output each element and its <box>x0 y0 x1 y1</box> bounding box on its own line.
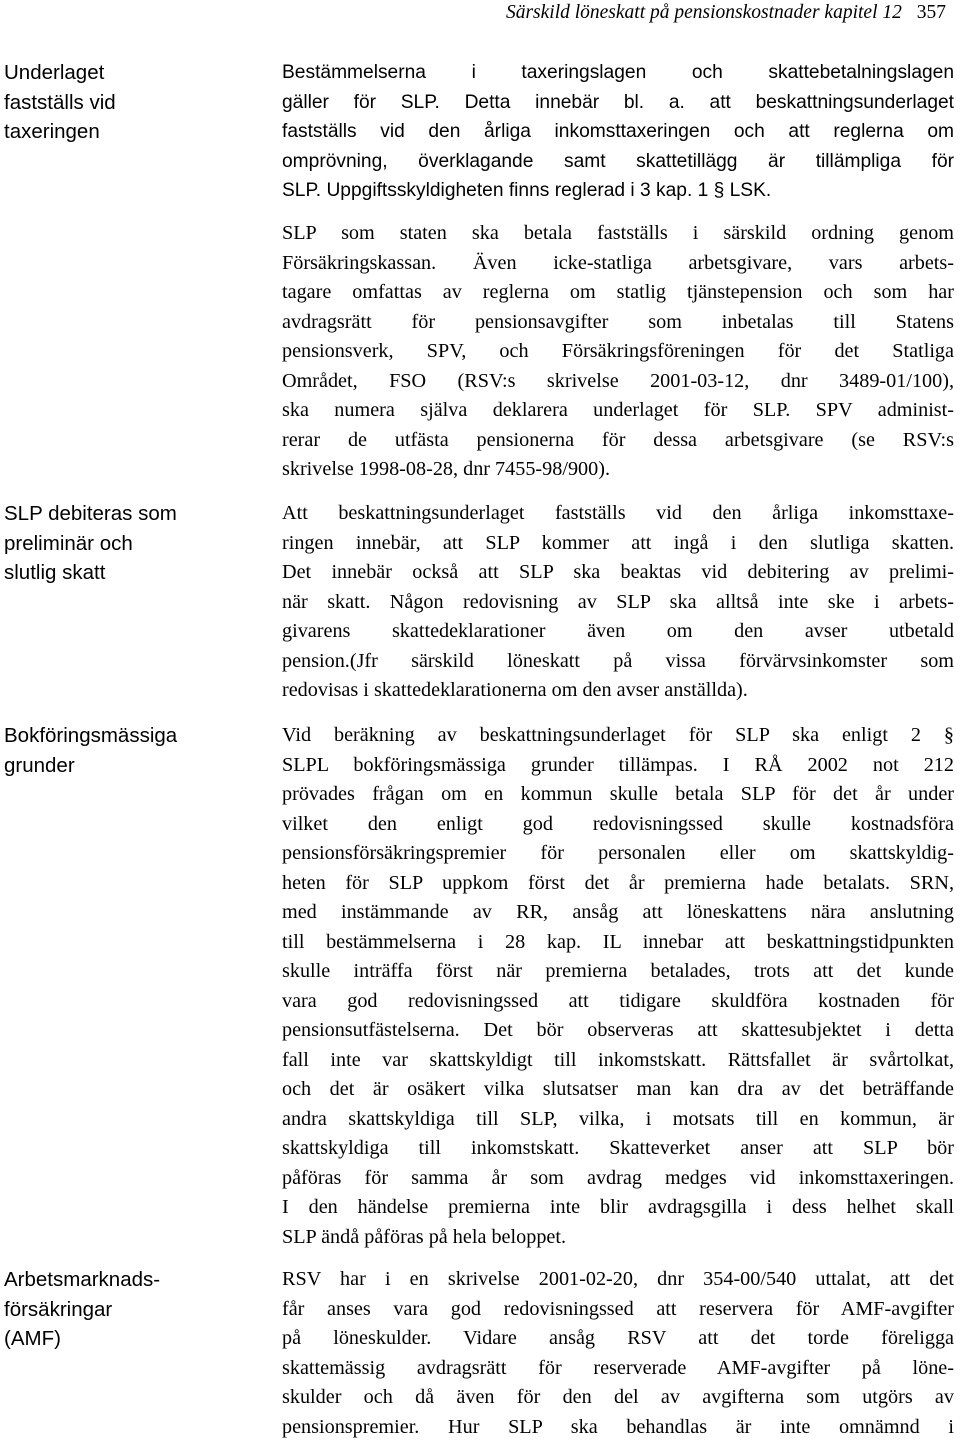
text-line: till bestämmelserna i 28 kap. IL innebar att beskattningstidpunkten <box>282 930 954 953</box>
margin-heading-line: Underlaget <box>4 61 105 84</box>
text-line: pensionsutfästelserna. Det bör observeras att skattesubjektet i detta <box>282 1019 954 1041</box>
text-line: pensionsverk, SPV, och Försäkringsföreningen för det Statliga <box>282 340 954 362</box>
text-line: skulle inträffa först när premierna betalades, trots att det kunde <box>282 960 954 982</box>
text-line: vara god redovisningssed att tidigare skuldföra kostnaden för <box>282 989 954 1012</box>
text-line: när skatt. Någon redovisning av SLP ska alltså inte ske i arbets- <box>282 590 954 613</box>
text-line: Försäkringskassan. Även icke-statliga arbetsgivare, vars arbets- <box>282 251 954 274</box>
paragraph-4 <box>282 721 954 1252</box>
text-line: pension.(Jfr särskild löneskatt på vissa förvärvsinkomster som <box>282 649 954 672</box>
text-line: skattemässig avdragsrätt för reserverade AMF-avgifter på löne- <box>282 1356 954 1379</box>
text-line: avdragsrätt för pensionsavgifter som inbetalas till Statens <box>282 310 954 333</box>
margin-heading-line: (AMF) <box>4 1327 61 1350</box>
text-line: tagare omfattas av reglerna om statlig tjänstepension och som har <box>282 281 954 303</box>
page-header <box>506 2 946 24</box>
text-line: SLP ändå påföras på hela beloppet. <box>282 1225 567 1248</box>
text-line: Området, FSO (RSV:s skrivelse 2001-03-12, dnr 3489-01/100), <box>282 369 954 392</box>
margin-heading-amf <box>4 1265 254 1354</box>
text-line: pensionspremier. Hur SLP ska behandlas är inte omnämnd i <box>282 1415 954 1438</box>
text-line: påföras för samma år som avdrag medges vid inkomsttaxeringen. <box>282 1166 954 1189</box>
text-line: Det innebär också att SLP ska beaktas vid debitering av prelimi- <box>282 561 954 583</box>
text-line: skattskyldiga till inkomstskatt. Skatteverket anser att SLP bör <box>282 1137 954 1159</box>
margin-heading-line: Bokföringsmässiga <box>4 724 178 747</box>
text-line: med instämmande av RR, ansåg att löneskattens nära anslutning <box>282 901 954 923</box>
margin-heading-line: försäkringar <box>4 1297 113 1321</box>
text-line: skrivelse 1998-08-28, dnr 7455-98/900). <box>282 458 610 480</box>
text-line: SLPL bokföringsmässiga grunder tillämpas. I RÅ 2002 not 212 <box>282 753 954 776</box>
chapter-label: kapitel 12 <box>824 2 902 23</box>
paragraph-2 <box>282 219 954 485</box>
margin-heading-line: slutlig skatt <box>4 561 106 584</box>
paragraph-3 <box>282 499 954 706</box>
text-line: fall inte var skattskyldigt till inkomstskatt. Rättsfallet är svårtolkat, <box>282 1048 954 1071</box>
text-line: SLP som staten ska betala fastställs i särskild ordning genom <box>282 222 954 244</box>
text-line: och det är osäkert vilka slutsatser man kan dra av det beträffande <box>282 1078 954 1100</box>
paragraph-1 <box>282 58 954 206</box>
text-line: ska numera själva deklarera underlaget för SLP. SPV administ- <box>282 399 954 421</box>
text-line: redovisas i skattedeklarationerna om den avser anställda). <box>282 679 748 701</box>
margin-heading-line: taxeringen <box>4 120 100 143</box>
text-line: SLP. Uppgiftsskyldigheten finns reglerad i 3 kap. 1 § LSK. <box>282 180 772 201</box>
text-line: rerar de utfästa pensionerna för dessa arbetsgivare (se RSV:s <box>282 428 954 451</box>
text-line: skulder och då även för den del av avgifterna som utgörs av <box>282 1386 954 1408</box>
text-line: Vid beräkning av beskattningsunderlaget för SLP ska enligt 2 § <box>282 724 954 746</box>
text-line: får anses vara god redovisningssed att reservera för AMF-avgifter <box>282 1297 954 1320</box>
text-line: heten för SLP uppkom först det år premierna hade betalats. SRN, <box>282 871 954 894</box>
margin-heading-underlaget <box>4 58 254 147</box>
margin-heading-bokforing <box>4 721 254 780</box>
page-number: 357 <box>916 2 946 23</box>
text-line: omprövning, överklagande samt skattetillägg är tillämpliga för <box>282 150 954 172</box>
text-line: prövades frågan om en kommun skulle betala SLP för det år under <box>282 783 954 805</box>
text-line: pensionsförsäkringspremier för personalen eller om skattskyldig- <box>282 842 954 864</box>
paragraph-5 <box>282 1265 954 1442</box>
text-line: andra skattskyldiga till SLP, vilka, i motsats till en kommun, är <box>282 1107 954 1130</box>
margin-heading-line: grunder <box>4 753 75 777</box>
margin-heading-line: fastställs vid <box>4 90 116 114</box>
text-line: givarens skattedeklarationer även om den avser utbetald <box>282 620 954 642</box>
text-line: I den händelse premierna inte blir avdragsgilla i dess helhet skall <box>282 1196 954 1218</box>
text-line: ringen innebär, att SLP kommer att ingå i den slutliga skatten. <box>282 531 954 554</box>
margin-heading-line: Arbetsmarknads- <box>4 1268 161 1291</box>
text-line: gäller för SLP. Detta innebär bl. a. att beskattningsunderlaget <box>282 91 954 113</box>
text-line: Att beskattningsunderlaget fastställs vid den årliga inkomsttaxe- <box>282 502 954 524</box>
margin-heading-slp-debiteras <box>4 499 254 588</box>
text-line: på löneskulder. Vidare ansåg RSV att det torde föreligga <box>282 1327 954 1349</box>
margin-heading-line: preliminär och <box>4 531 133 555</box>
text-line: Bestämmelserna i taxeringslagen och skattebetalningslagen <box>282 62 954 83</box>
text-line: vilket den enligt god redovisningssed skulle kostnadsföra <box>282 812 954 835</box>
margin-heading-line: SLP debiteras som <box>4 502 177 525</box>
text-line: fastställs vid den årliga inkomsttaxeringen och att reglerna om <box>282 121 954 142</box>
text-line: RSV har i en skrivelse 2001-02-20, dnr 354-00/540 uttalat, att det <box>282 1268 954 1290</box>
running-title: Särskild löneskatt på pensionskostnader <box>505 2 820 23</box>
